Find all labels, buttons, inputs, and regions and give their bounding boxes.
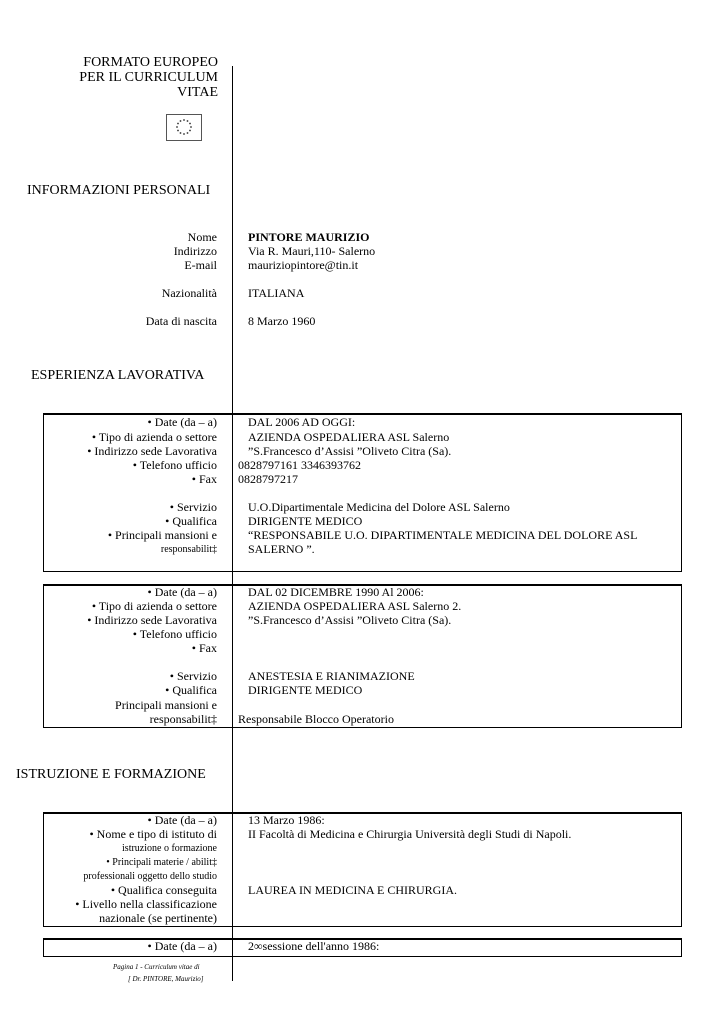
edu1-level-label: • Livello nella classificazione — [75, 897, 217, 911]
job2-fax-label: • Fax — [191, 641, 217, 655]
footer-page-info: Pagina 1 - Curriculum vitae di — [113, 963, 200, 971]
edu2-date-value: 2∞sessione dell'anno 1986: — [248, 939, 380, 953]
job2-duties-label: Principali mansioni e — [115, 698, 217, 712]
birth-date-label: Data di nascita — [145, 314, 217, 328]
section-work-experience: ESPERIENZA LAVORATIVA — [31, 368, 205, 383]
job2-duties-label-line2: responsabilit‡ — [149, 712, 217, 726]
job1-fax-label: • Fax — [191, 472, 217, 486]
edu1-subjects-label-line2: professionali oggetto dello studio — [83, 871, 217, 882]
nationality-label: Nazionalità — [161, 286, 217, 300]
birth-date-value: 8 Marzo 1960 — [248, 314, 316, 328]
nationality-value: ITALIANA — [248, 286, 305, 300]
job2-company-value: AZIENDA OSPEDALIERA ASL Salerno 2. — [248, 599, 462, 613]
job1-service-value: U.O.Dipartimentale Medicina del Dolore ASL Salerno — [248, 500, 510, 514]
job1-service-label: • Servizio — [169, 500, 217, 514]
job2-site-value: ”S.Francesco d’Assisi ”Oliveto Citra (Sa). — [248, 613, 452, 627]
job1-role-value: DIRIGENTE MEDICO — [248, 514, 363, 528]
edu1-institution-label: • Nome e tipo di istituto di — [89, 827, 217, 841]
job2-role-label: • Qualifica — [165, 683, 217, 697]
email-value: mauriziopintore@tin.it — [248, 258, 359, 272]
job2-phone-label: • Telefono ufficio — [132, 627, 217, 641]
eu-flag-icon — [166, 114, 202, 141]
section-education: ISTRUZIONE E FORMAZIONE — [16, 767, 206, 782]
address-value: Via R. Mauri,110- Salerno — [248, 244, 376, 258]
job2-company-label: • Tipo di azienda o settore — [91, 599, 217, 613]
job1-company-label: • Tipo di azienda o settore — [91, 430, 217, 444]
job1-duties-value-line2: SALERNO ”. — [248, 542, 315, 556]
edu1-date-value: 13 Marzo 1986: — [248, 813, 325, 827]
job1-duties-value-line1: “RESPONSABILE U.O. DIPARTIMENTALE MEDICINA DEL DOLORE ASL — [248, 528, 638, 542]
address-label: Indirizzo — [173, 244, 217, 258]
section-personal-info: INFORMAZIONI PERSONALI — [27, 183, 211, 198]
header-title-line3: VITAE — [177, 85, 218, 100]
edu1-date-label: • Date (da – a) — [147, 813, 217, 827]
job1-site-label: • Indirizzo sede Lavorativa — [87, 444, 217, 458]
name-label: Nome — [187, 230, 217, 244]
job1-company-value: AZIENDA OSPEDALIERA ASL Salerno — [248, 430, 450, 444]
header-title-line1: FORMATO EUROPEO — [83, 55, 218, 70]
job1-fax-value: 0828797217 — [238, 472, 298, 486]
job2-duties-value: Responsabile Blocco Operatorio — [238, 712, 394, 726]
job2-role-value: DIRIGENTE MEDICO — [248, 683, 363, 697]
job2-date-value: DAL 02 DICEMBRE 1990 Al 2006: — [248, 585, 424, 599]
job1-date-value: DAL 2006 AD OGGI: — [248, 415, 356, 429]
header-title-line2: PER IL CURRICULUM — [79, 70, 218, 85]
job1-duties-label: • Principali mansioni e — [107, 528, 217, 542]
edu1-subjects-label: • Principali materie / abilit‡ — [106, 857, 217, 868]
job2-service-label: • Servizio — [169, 669, 217, 683]
edu1-institution-value: II Facoltà di Medicina e Chirurgia Università degli Studi di Napoli. — [248, 827, 572, 841]
job1-duties-label-line2: responsabilit‡ — [160, 544, 217, 555]
edu1-qualification-label: • Qualifica conseguita — [110, 883, 217, 897]
job1-role-label: • Qualifica — [165, 514, 217, 528]
footer-author: [ Dr. PINTORE, Maurizio] — [128, 975, 204, 983]
edu1-qualification-value: LAUREA IN MEDICINA E CHIRURGIA. — [248, 883, 457, 897]
edu1-institution-label-line2: istruzione o formazione — [122, 843, 217, 854]
job1-date-label: • Date (da – a) — [147, 415, 217, 429]
job2-date-label: • Date (da – a) — [147, 585, 217, 599]
name-value: PINTORE MAURIZIO — [248, 230, 370, 244]
edu1-level-label-line2: nazionale (se pertinente) — [99, 911, 217, 925]
job2-site-label: • Indirizzo sede Lavorativa — [87, 613, 217, 627]
job1-phone-label: • Telefono ufficio — [132, 458, 217, 472]
job1-phone-value: 0828797161 3346393762 — [238, 458, 361, 472]
edu2-date-label: • Date (da – a) — [147, 939, 217, 953]
job1-site-value: ”S.Francesco d’Assisi ”Oliveto Citra (Sa). — [248, 444, 452, 458]
email-label: E-mail — [184, 258, 217, 272]
job2-service-value: ANESTESIA E RIANIMAZIONE — [248, 669, 415, 683]
